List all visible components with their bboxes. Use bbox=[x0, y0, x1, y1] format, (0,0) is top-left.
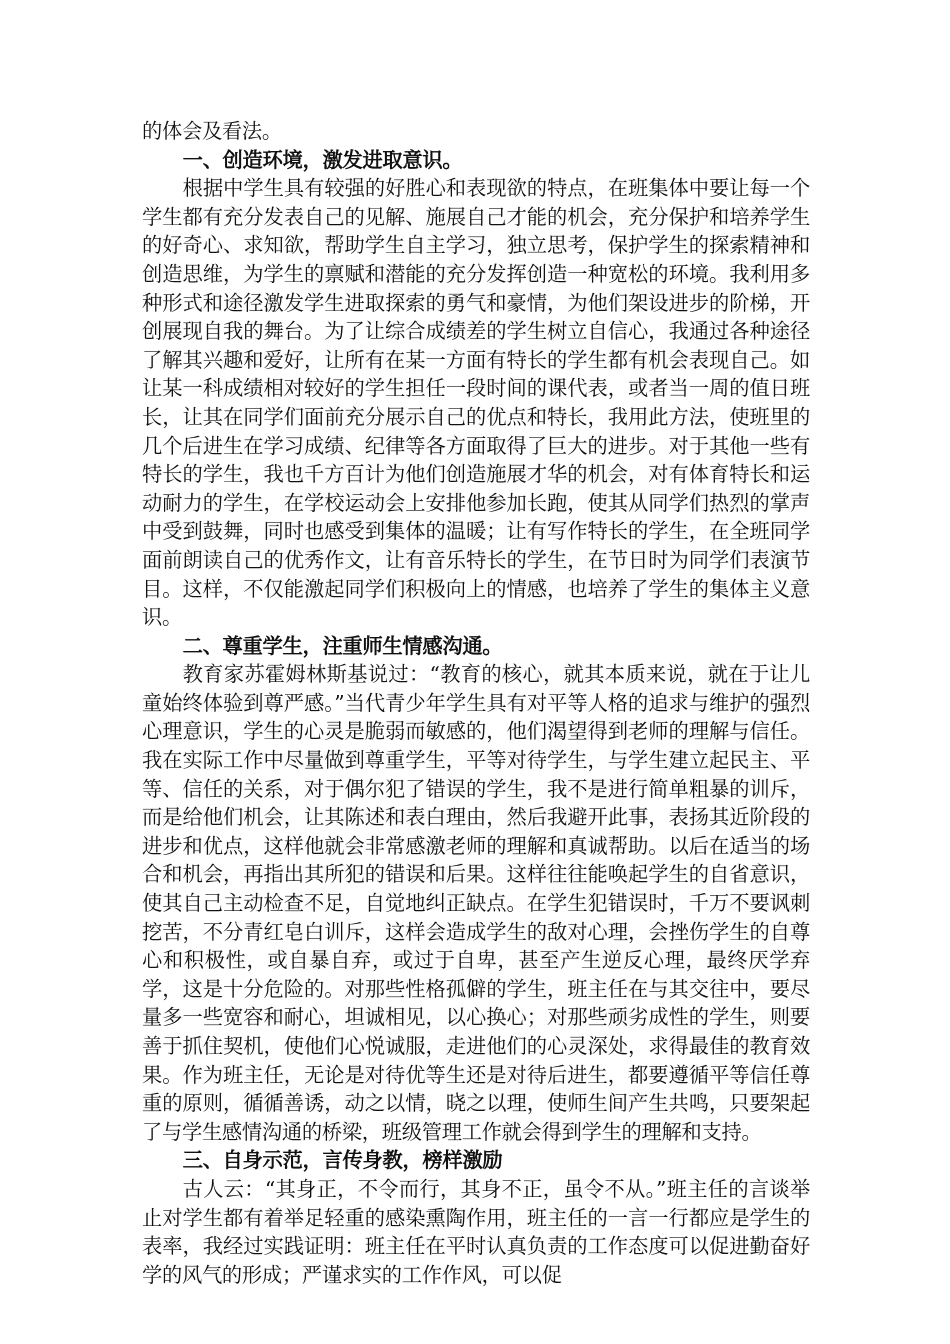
section-3-body: 古人云：“其身正，不令而行，其身不正，虽令不从。”班主任的言谈举止对学生都有着举足轻重的感染熏陶作用，班主任的一言一行都应是学生的表率，我经过实践证明：班主任在平时认真负责的工作态度可以促进勤奋好学的风气的形成；严谨求实的工作作风，可以促 bbox=[142, 1176, 810, 1287]
section-2-heading: 二、尊重学生，注重师生情感沟通。 bbox=[182, 633, 503, 658]
section-2-body: 教育家苏霍姆林斯基说过：“教育的核心，就其本质来说，就在于让儿童始终体验到尊严感。”当代青少年学生具有对平等人格的追求与维护的强烈心理意识，学生的心灵是脆弱而敏感的，他们渴望得到老师的理解与信任。我在实际工作中尽量做到尊重学生，平等对待学生，与学生建立起民主、平等、信任的关系，对于偶尔犯了错误的学生，我不是进行简单粗暴的训斥，而是给他们机会，让其陈述和表白理由，然后我避开此事，表扬其近阶段的进步和优点，这样他就会非常感激老师的理解和真诚帮助。以后在适当的场合和机会，再指出其所犯的错误和后果。这样往往能唤起学生的自省意识，使其自己主动检查不足，自觉地纠正缺点。在学生犯错误时，千万不要讽刺挖苦，不分青红皂白训斥，这样会造成学生的敌对心理，会挫伤学生的自尊心和积极性，或自暴自弃，或过于自卑，甚至产生逆反心理，最终厌学弃学，这是十分危险的。对那些性格孤僻的学生，班主任在与其交往中，要尽量多一些宽容和耐心，坦诚相见，以心换心；对那些顽劣成性的学生，则要善于抓住契机，使他们心悦诚服，走进他们的心灵深处，求得最佳的教育效果。作为班主任，无论是对待优等生还是对待后进生，都要遵循平等信任尊重的原则，循循善诱，动之以情，晓之以理，使师生间产生共鸣，只要架起了与学生感情沟通的桥梁，班级管理工作就会得到学生的理解和支持。 bbox=[142, 662, 810, 1144]
section-1-body: 根据中学生具有较强的好胜心和表现欲的特点，在班集体中要让每一个学生都有充分发表自己的见解、施展自己才能的机会，充分保护和培养学生的好奇心、求知欲，帮助学生自主学习，独立思考，保护学生的探索精神和创造思维，为学生的禀赋和潜能的充分发挥创造一种宽松的环境。我利用多种形式和途径激发学生进取探索的勇气和豪情，为他们架设进步的阶梯，开创展现自我的舞台。为了让综合成绩差的学生树立自信心，我通过各种途径了解其兴趣和爱好，让所有在某一方面有特长的学生都有机会表现自己。如让某一科成绩相对较好的学生担任一段时间的课代表，或者当一周的值日班长，让其在同学们面前充分展示自己的优点和特长，我用此方法，使班里的几个后进生在学习成绩、纪律等各方面取得了巨大的进步。对于其他一些有特长的学生，我也千方百计为他们创造施展才华的机会，对有体育特长和运动耐力的学生，在学校运动会上安排他参加长跑，使其从同学们热烈的掌声中受到鼓舞，同时也感受到集体的温暖；让有写作特长的学生，在全班同学面前朗读自己的优秀作文，让有音乐特长的学生，在节日时为同学们表演节目。这样，不仅能激起同学们积极向上的情感，也培养了学生的集体主义意识。 bbox=[142, 176, 810, 630]
section-3-heading: 三、自身示范，言传身教，榜样激励 bbox=[182, 1148, 503, 1173]
document-page bbox=[142, 117, 810, 1289]
section-1-heading: 一、创造环境，激发进取意识。 bbox=[182, 147, 463, 172]
opening-paragraph-fragment: 的体会及看法。 bbox=[142, 119, 282, 143]
